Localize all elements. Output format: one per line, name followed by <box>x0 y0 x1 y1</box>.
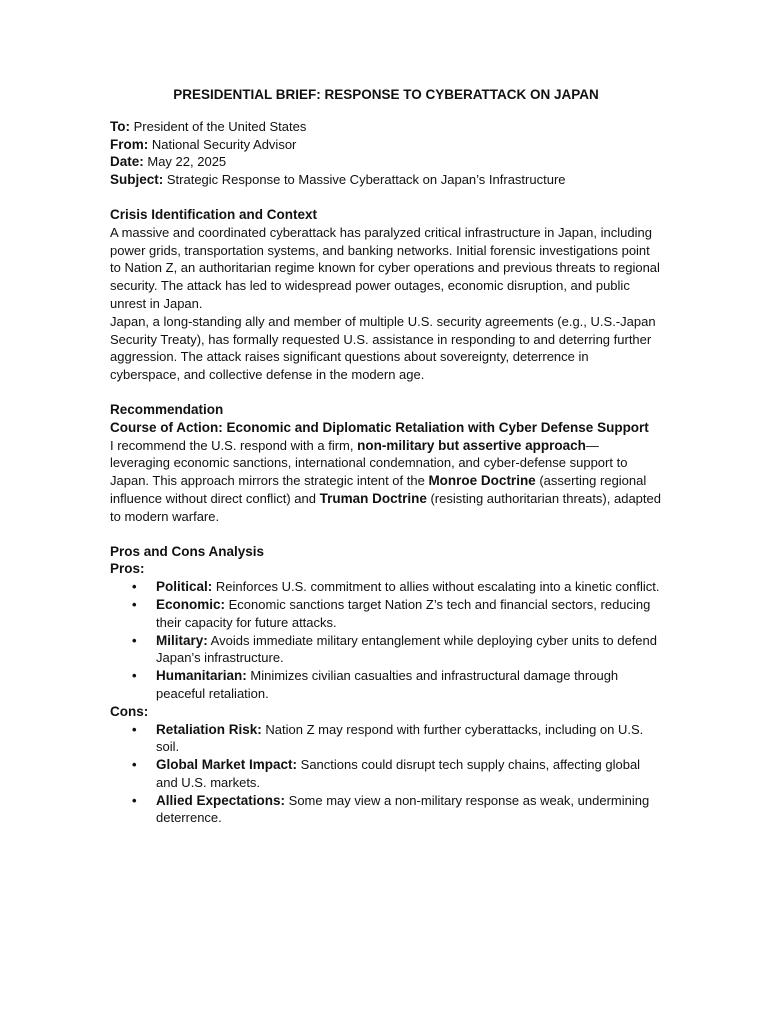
crisis-heading: Crisis Identification and Context <box>110 206 318 222</box>
pro-text: Minimizes civilian casualties and infrastructural damage through peaceful retaliation. <box>156 668 619 701</box>
memo-from-label: From: <box>110 136 149 152</box>
document-title: PRESIDENTIAL BRIEF: RESPONSE TO CYBERATTACK ON JAPAN <box>173 87 599 102</box>
bullet-icon: • <box>132 668 137 684</box>
memo-header <box>110 118 662 189</box>
recommendation-text-c: (asserting regional influence without direct conflict) and <box>110 473 647 506</box>
spacer <box>110 189 662 206</box>
memo-date-label: Date: <box>110 154 144 170</box>
analysis-heading: Pros and Cons Analysis <box>110 543 265 559</box>
bullet-icon: • <box>132 632 137 648</box>
pro-text: Avoids immediate military entanglement while deploying cyber units to defend Japan’s infrastructure. <box>156 632 657 666</box>
bullet-icon: • <box>132 792 137 808</box>
recommendation-text-a: I recommend the U.S. respond with a firm, <box>110 437 358 453</box>
con-text: Some may view a non-military response as weak, undermining deterrence. <box>156 792 650 826</box>
recommendation-text-b: — leveraging economic sanctions, international condemnation, and cyber-defense support to Japan. This approach mirrors the strategic intent of the <box>110 437 628 489</box>
recommendation-bold-approach: non-military but assertive approach <box>357 437 586 453</box>
con-label: Retaliation Risk: <box>156 721 262 737</box>
list-item <box>110 721 662 757</box>
memo-to-label: To: <box>110 118 130 134</box>
bullet-icon: • <box>132 757 137 773</box>
crisis-paragraph-2: Japan, a long-standing ally and member of multiple U.S. security agreements (e.g., U.S.-Japan Security Treaty), has formally requested U.S. assistance in responding to and deterring further aggression. The attack raises significant questions about sovereignty, deterrence in cyberspace, and collective defense in the modern age. <box>110 313 656 383</box>
bullet-icon: • <box>132 721 137 737</box>
recommendation-text-d: (resisting authoritarian threats), adapted to modern warfare. <box>110 490 661 524</box>
memo-to-line <box>110 118 662 136</box>
course-of-action-heading: Course of Action: Economic and Diplomatic Retaliation with Cyber Defense Support <box>110 419 649 435</box>
memo-date-line <box>110 153 662 171</box>
cons-label: Cons: <box>110 703 149 719</box>
crisis-paragraph-1: A massive and coordinated cyberattack has paralyzed critical infrastructure in Japan, including power grids, transportation systems, and banking networks. Initial forensic investigations point to Nation Z, an authoritarian regime known for cyber operations and previous threats to regional security. The attack has led to widespread power outages, economic disruption, and public unrest in Japan. <box>110 224 660 311</box>
pro-label: Military: <box>156 632 208 648</box>
bullet-icon: • <box>132 579 137 595</box>
pros-label: Pros: <box>110 561 145 577</box>
list-item <box>110 756 662 792</box>
con-label: Allied Expectations: <box>156 792 286 808</box>
recommendation-bold-monroe: Monroe Doctrine <box>428 473 536 489</box>
cons-list <box>110 721 662 828</box>
con-label: Global Market Impact: <box>156 757 298 773</box>
memo-date-value: May 22, 2025 <box>143 154 227 170</box>
document-body <box>110 86 662 827</box>
list-item <box>110 578 662 596</box>
memo-subject-value: Strategic Response to Massive Cyberattack on Japan’s Infrastructure <box>163 172 566 188</box>
pro-label: Political: <box>156 579 213 595</box>
pro-label: Economic: <box>156 596 226 612</box>
spacer <box>110 526 662 543</box>
con-text: Nation Z may respond with further cyberattacks, including on U.S. soil. <box>156 721 644 755</box>
pro-text: Economic sanctions target Nation Z’s tech and financial sectors, reducing their capacity for future attacks. <box>156 596 651 630</box>
memo-subject-line <box>110 171 662 189</box>
memo-from-line <box>110 136 662 154</box>
memo-to-value: President of the United States <box>130 118 307 134</box>
bullet-icon: • <box>132 596 137 612</box>
memo-subject-label: Subject: <box>110 172 164 188</box>
list-item <box>110 596 662 632</box>
pro-label: Humanitarian: <box>156 668 247 684</box>
list-item <box>110 632 662 668</box>
spacer <box>110 384 662 401</box>
recommendation-heading: Recommendation <box>110 401 224 417</box>
recommendation-paragraph <box>110 437 662 526</box>
pro-text: Reinforces U.S. commitment to allies without escalating into a kinetic conflict. <box>212 579 660 595</box>
memo-from-value: National Security Advisor <box>148 136 297 152</box>
list-item <box>110 792 662 828</box>
recommendation-bold-truman: Truman Doctrine <box>319 490 427 506</box>
con-text: Sanctions could disrupt tech supply chains, affecting global and U.S. markets. <box>156 757 641 790</box>
list-item <box>110 667 662 703</box>
pros-list <box>110 578 662 703</box>
